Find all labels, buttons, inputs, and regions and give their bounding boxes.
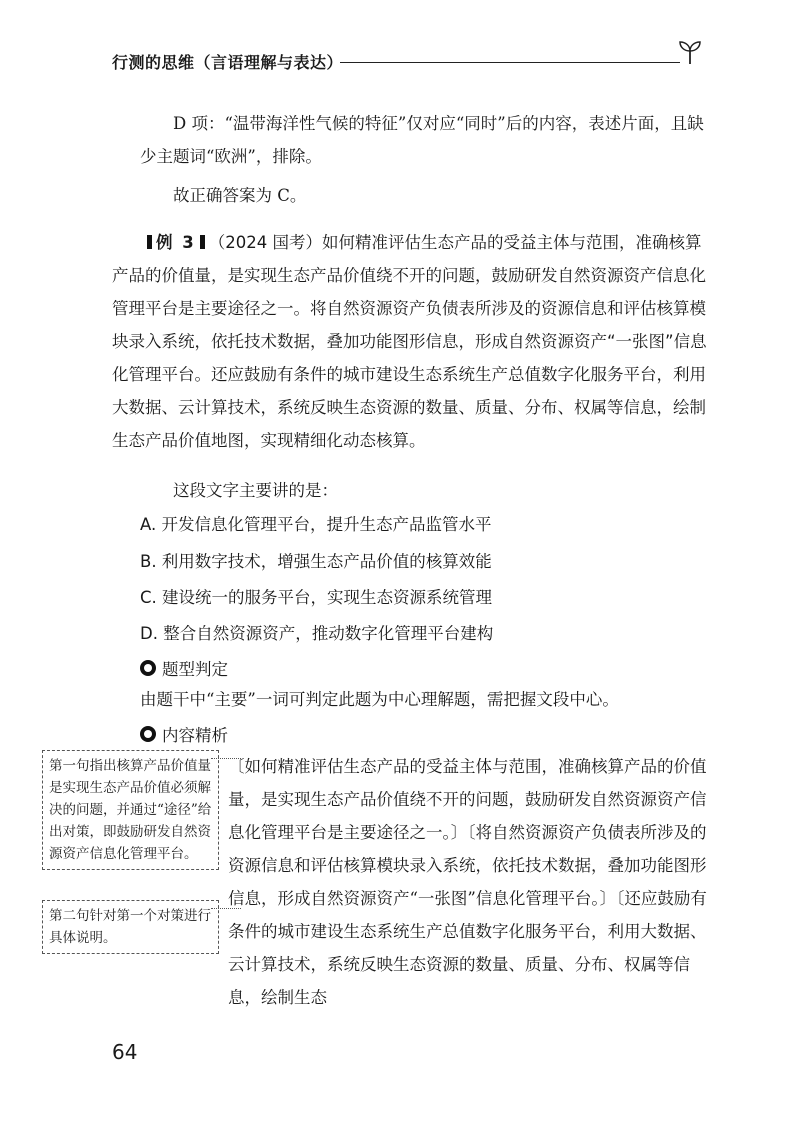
label-bar-right [200, 235, 205, 249]
type-section-title: 题型判定 [162, 660, 228, 679]
running-header-title: 行测的思维（言语理解与表达） [112, 53, 344, 72]
page-number: 64 [112, 1040, 138, 1064]
question-stem: 这段文字主要讲的是： [173, 481, 338, 500]
option-d-analysis: D 项：“温带海洋性气候的特征”仅对应“同时”后的内容，表述片面，且缺少主题词“欧洲”，排除。 [140, 114, 704, 166]
option-a: A. 开发信息化管理平台，提升生态产品监管水平 [140, 515, 492, 534]
option-c: C. 建设统一的服务平台，实现生态资源系统管理 [140, 588, 493, 607]
option-d: D. 整合自然资源资产，推动数字化管理平台建构 [140, 624, 494, 643]
type-section-heading [140, 656, 228, 680]
type-section-text: 由题干中“主要”一词可判定此题为中心理解题，需把握文段中心。 [140, 690, 619, 709]
example-source: （2024 国考） [208, 233, 322, 252]
example-label: 例 3 [156, 233, 196, 252]
margin-note-2: 第二句针对第一个对策进行具体说明。 [42, 900, 219, 954]
option-b: B. 利用数字技术，增强生态产品价值的核算效能 [140, 552, 492, 571]
content-section-title: 内容精析 [162, 726, 228, 745]
example-passage-text: 如何精准评估生态产品的受益主体与范围，准确核算产品的价值量，是实现生态产品价值绕不开的问题，鼓励研发自然资源资产信息化管理平台是主要途径之一。将自然资源资产负债表所涉及的资源信息和评估核算模块录入系统，依托技术数据，叠加功能图形信息，形成自然资源资产“一张图”信息化管理平台。还应鼓励有条件的城市建设生态系统生产总值数字化服务平台，利用大数据、云计算技术，系统反映生态资源的数量、质量、分布、权属等信息，绘制生态产品价值地图，实现精细化动态核算。 [112, 233, 707, 450]
label-bar-left [147, 235, 152, 249]
magnifier-icon [140, 726, 156, 742]
content-section-heading [140, 722, 228, 746]
answer-conclusion: 故正确答案为 C。 [173, 186, 307, 205]
header-rule [340, 62, 680, 63]
margin-note-1: 第一句指出核算产品价值量是实现生态产品价值必须解决的问题，并通过“途径”给出对策，即鼓励研发自然资源资产信息化管理平台。 [42, 750, 219, 870]
sprout-icon [676, 38, 704, 66]
annotated-passage: 〔如何精准评估生态产品的受益主体与范围，准确核算产品的价值量，是实现生态产品价值绕不开的问题，鼓励研发自然资源资产信息化管理平台是主要途径之一。〕〔将自然资源资产负债表所涉及的资源信息和评估核算模块录入系统，依托技术数据，叠加功能图形信息，形成自然资源资产“一张图”信息化管理平台。〕〔还应鼓励有条件的城市建设生态系统生产总值数字化服务平台，利用大数据、云计算技术，系统反映生态资源的数量、质量、分布、权属等信息，绘制生态 [228, 757, 707, 1007]
example-passage [112, 226, 715, 457]
bulb-icon [140, 660, 156, 676]
